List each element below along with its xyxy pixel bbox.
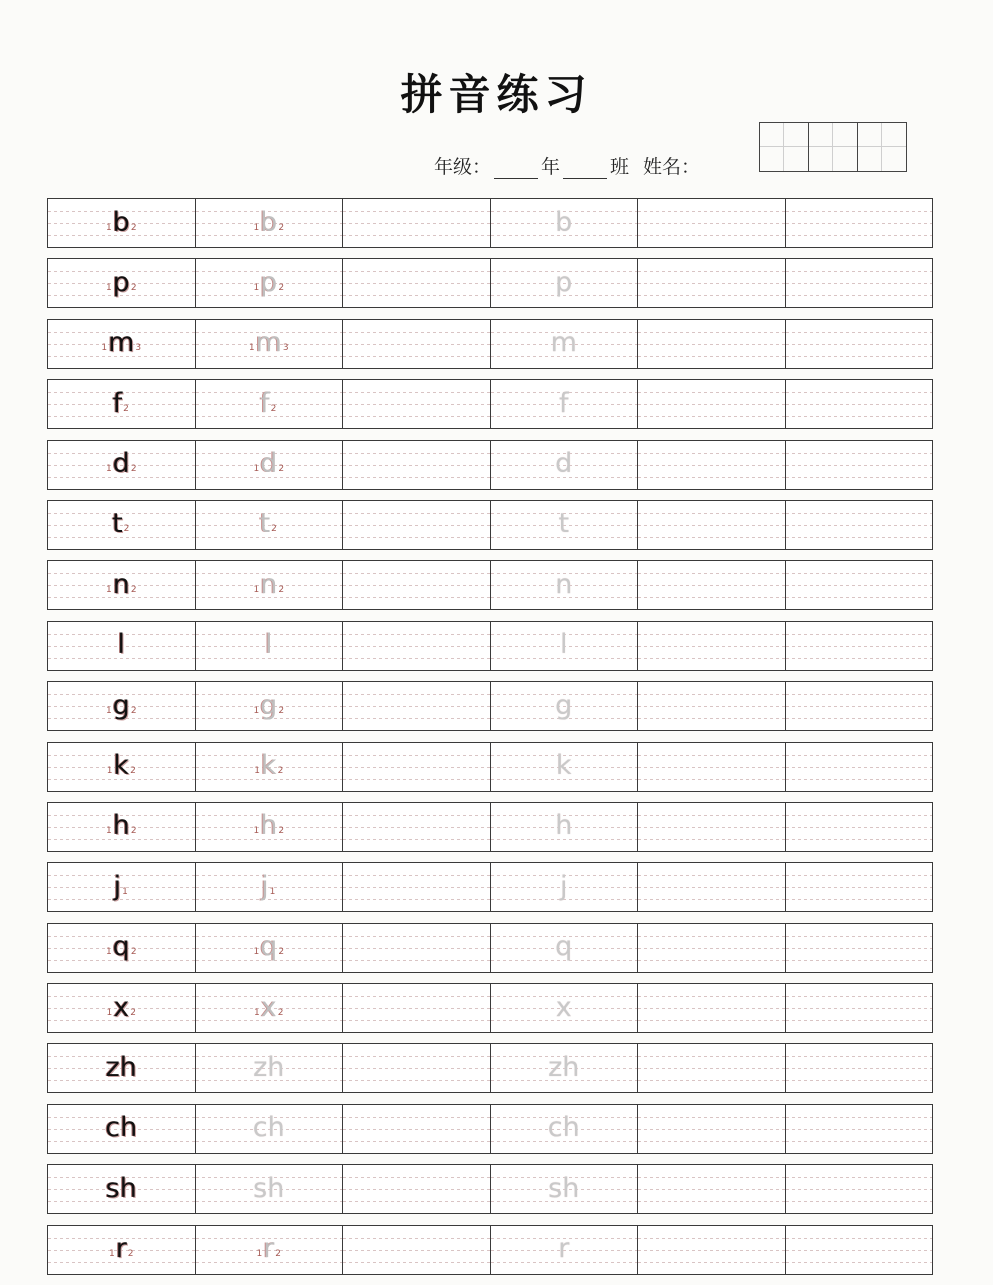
model-cell[interactable] <box>48 259 196 307</box>
blank-writing-cell[interactable] <box>786 501 933 549</box>
stroke-order-number: 1 <box>122 886 128 897</box>
pinyin-letter: j <box>559 870 568 902</box>
stroke-order-number: 1 <box>106 766 113 777</box>
stroke-order-number: 1 <box>101 343 108 354</box>
letter-glyph <box>252 568 285 600</box>
stroke-order-number: 2 <box>278 826 285 837</box>
trace-cell[interactable] <box>491 622 639 670</box>
model-cell[interactable] <box>48 1165 196 1213</box>
pinyin-letter: zh <box>105 1051 137 1083</box>
model-cell[interactable] <box>48 622 196 670</box>
pinyin-letter: p <box>555 266 573 298</box>
blank-writing-cell[interactable] <box>343 863 491 911</box>
pinyin-letter: t <box>259 508 271 540</box>
letter-glyph <box>252 689 285 721</box>
blank-writing-cell[interactable] <box>638 1044 786 1092</box>
blank-writing-cell[interactable] <box>638 863 786 911</box>
pinyin-letter: q <box>112 931 130 963</box>
letter-glyph <box>252 1112 285 1144</box>
letter-glyph <box>100 327 142 359</box>
letter-glyph <box>261 870 276 902</box>
letter-glyph <box>555 931 573 963</box>
blank-writing-cell[interactable] <box>638 199 786 247</box>
stroke-order-number: 2 <box>130 947 137 958</box>
letter-glyph <box>105 1112 138 1144</box>
stroke-order-number: 1 <box>253 222 260 233</box>
blank-writing-cell[interactable] <box>343 259 491 307</box>
pinyin-letter: d <box>260 448 278 480</box>
blank-writing-cell[interactable] <box>638 561 786 609</box>
pinyin-letter: j <box>261 870 269 902</box>
pinyin-letter: sh <box>105 1172 137 1204</box>
letter-glyph <box>253 991 284 1023</box>
pinyin-letter: g <box>112 689 130 721</box>
letter-glyph <box>558 508 570 540</box>
stroke-order-number: 2 <box>277 766 284 777</box>
letter-glyph <box>264 629 273 661</box>
letter-glyph <box>555 448 573 480</box>
pinyin-letter: b <box>555 206 573 238</box>
trace-cell[interactable] <box>491 1226 639 1274</box>
blank-writing-cell[interactable] <box>638 1226 786 1274</box>
letter-glyph <box>113 870 129 902</box>
blank-writing-cell[interactable] <box>343 1165 491 1213</box>
blank-writing-cell[interactable] <box>343 803 491 851</box>
model-cell[interactable] <box>48 501 196 549</box>
pinyin-letter: k <box>555 750 572 782</box>
pinyin-letter: f <box>260 387 270 419</box>
blank-writing-cell[interactable] <box>786 863 933 911</box>
blank-writing-cell[interactable] <box>343 1105 491 1153</box>
trace-cell[interactable] <box>491 1105 639 1153</box>
trace-cell[interactable] <box>196 561 344 609</box>
model-cell[interactable] <box>48 199 196 247</box>
letter-glyph <box>260 387 277 419</box>
letter-glyph <box>555 206 573 238</box>
letter-glyph <box>555 266 573 298</box>
pinyin-letter: t <box>112 508 123 540</box>
trace-cell[interactable] <box>491 984 639 1032</box>
letter-glyph <box>105 810 138 842</box>
letter-glyph <box>106 750 137 782</box>
blank-writing-cell[interactable] <box>638 501 786 549</box>
pinyin-letter: q <box>260 931 278 963</box>
trace-cell[interactable] <box>196 622 344 670</box>
practice-row-ch <box>47 1104 933 1154</box>
trace-cell[interactable] <box>491 682 639 730</box>
practice-grid <box>47 198 933 1285</box>
stroke-order-number: 1 <box>253 947 260 958</box>
trace-cell[interactable] <box>196 924 344 972</box>
stroke-order-number: 1 <box>105 584 112 595</box>
stroke-order-number: 2 <box>278 584 285 595</box>
pinyin-letter: zh <box>253 1051 285 1083</box>
trace-cell[interactable] <box>491 743 639 791</box>
blank-writing-cell[interactable] <box>786 622 933 670</box>
letter-glyph <box>252 266 285 298</box>
letter-glyph <box>550 327 577 359</box>
model-cell[interactable] <box>48 984 196 1032</box>
trace-cell[interactable] <box>491 199 639 247</box>
stroke-order-number: 2 <box>130 1007 136 1018</box>
trace-cell[interactable] <box>196 803 344 851</box>
model-cell[interactable] <box>48 803 196 851</box>
blank-writing-cell[interactable] <box>343 924 491 972</box>
pinyin-letter: g <box>555 689 573 721</box>
blank-writing-cell[interactable] <box>343 1226 491 1274</box>
pinyin-letter: h <box>260 810 278 842</box>
blank-writing-cell[interactable] <box>638 259 786 307</box>
stroke-order-number: 1 <box>105 464 112 475</box>
letter-glyph <box>105 1051 137 1083</box>
practice-row-t <box>47 500 933 550</box>
trace-cell[interactable] <box>196 320 344 368</box>
stroke-order-number: 3 <box>282 343 289 354</box>
pinyin-letter: k <box>260 750 277 782</box>
model-cell[interactable] <box>48 380 196 428</box>
blank-writing-cell[interactable] <box>343 441 491 489</box>
letter-glyph <box>117 629 125 661</box>
stroke-order-number: 2 <box>123 403 129 414</box>
pinyin-letter: ch <box>547 1112 580 1144</box>
letter-glyph <box>255 1233 282 1265</box>
name-box[interactable] <box>809 123 858 171</box>
trace-cell[interactable] <box>491 1165 639 1213</box>
stroke-order-number: 1 <box>256 1249 263 1260</box>
letter-glyph <box>555 689 573 721</box>
pinyin-letter: p <box>260 266 278 298</box>
trace-cell[interactable] <box>196 984 344 1032</box>
blank-writing-cell[interactable] <box>638 320 786 368</box>
blank-writing-cell[interactable] <box>638 1105 786 1153</box>
trace-cell[interactable] <box>196 441 344 489</box>
trace-cell[interactable] <box>491 441 639 489</box>
blank-writing-cell[interactable] <box>786 1044 933 1092</box>
letter-glyph <box>105 448 138 480</box>
blank-writing-cell[interactable] <box>343 199 491 247</box>
pinyin-letter: q <box>555 931 573 963</box>
blank-writing-cell[interactable] <box>786 441 933 489</box>
model-cell[interactable] <box>48 1105 196 1153</box>
blank-writing-cell[interactable] <box>343 561 491 609</box>
practice-row-x <box>47 983 933 1033</box>
letter-glyph <box>559 629 568 661</box>
blank-writing-cell[interactable] <box>638 924 786 972</box>
stroke-order-number: 2 <box>278 222 285 233</box>
practice-row-l <box>47 621 933 671</box>
practice-row-p <box>47 258 933 308</box>
blank-writing-cell[interactable] <box>343 743 491 791</box>
blank-writing-cell[interactable] <box>786 924 933 972</box>
grade-label: 年级： <box>434 156 492 178</box>
blank-writing-cell[interactable] <box>786 743 933 791</box>
letter-glyph <box>105 206 138 238</box>
blank-writing-cell[interactable] <box>786 1105 933 1153</box>
letter-glyph <box>547 1112 580 1144</box>
model-cell[interactable] <box>48 561 196 609</box>
letter-glyph <box>108 1233 135 1265</box>
letter-glyph <box>548 1172 580 1204</box>
trace-cell[interactable] <box>491 1044 639 1092</box>
practice-row-d <box>47 440 933 490</box>
pinyin-letter: n <box>555 568 573 600</box>
trace-cell[interactable] <box>491 924 639 972</box>
pinyin-letter: r <box>115 1233 127 1265</box>
pinyin-letter: f <box>112 387 123 419</box>
stroke-order-number: 1 <box>108 1249 115 1260</box>
blank-writing-cell[interactable] <box>343 501 491 549</box>
practice-row-r <box>47 1225 933 1275</box>
trace-cell[interactable] <box>491 380 639 428</box>
page-title: 拼音练习 <box>400 70 593 119</box>
model-cell[interactable] <box>48 320 196 368</box>
stroke-order-number: 2 <box>130 222 137 233</box>
stroke-order-number: 2 <box>278 705 285 716</box>
blank-writing-cell[interactable] <box>638 682 786 730</box>
blank-writing-cell[interactable] <box>343 320 491 368</box>
letter-glyph <box>555 810 573 842</box>
letter-glyph <box>559 870 568 902</box>
blank-writing-cell[interactable] <box>786 682 933 730</box>
class-suffix: 班 <box>610 156 630 178</box>
pinyin-letter: t <box>558 508 570 540</box>
blank-writing-cell[interactable] <box>638 380 786 428</box>
stroke-order-number: 2 <box>275 1249 282 1260</box>
blank-writing-cell[interactable] <box>638 984 786 1032</box>
pinyin-letter: n <box>260 568 278 600</box>
stroke-order-number: 2 <box>277 1007 284 1018</box>
letter-glyph <box>253 750 284 782</box>
letter-glyph <box>252 448 285 480</box>
practice-row-q <box>47 923 933 973</box>
trace-cell[interactable] <box>196 1165 344 1213</box>
pinyin-letter: j <box>113 870 122 902</box>
stroke-order-number: 1 <box>105 705 112 716</box>
letter-glyph <box>555 750 572 782</box>
stroke-order-number: 2 <box>123 524 130 535</box>
trace-cell[interactable] <box>491 803 639 851</box>
pinyin-letter: sh <box>548 1172 580 1204</box>
letter-glyph <box>105 689 138 721</box>
practice-row-j <box>47 862 933 912</box>
letter-glyph <box>558 387 569 419</box>
stroke-order-number: 1 <box>269 886 276 897</box>
pinyin-letter: r <box>263 1233 275 1265</box>
blank-writing-cell[interactable] <box>786 984 933 1032</box>
practice-row-g <box>47 681 933 731</box>
pinyin-letter: x <box>260 991 277 1023</box>
pinyin-letter: l <box>117 629 125 661</box>
stroke-order-number: 1 <box>105 222 112 233</box>
practice-row-zh <box>47 1043 933 1093</box>
letter-glyph <box>248 327 290 359</box>
trace-cell[interactable] <box>196 501 344 549</box>
pinyin-letter: x <box>113 991 130 1023</box>
letter-glyph <box>252 810 285 842</box>
blank-writing-cell[interactable] <box>786 1226 933 1274</box>
letter-glyph <box>555 568 573 600</box>
stroke-order-number: 2 <box>127 1249 134 1260</box>
practice-row-f <box>47 379 933 429</box>
blank-writing-cell[interactable] <box>638 803 786 851</box>
letter-glyph <box>252 931 285 963</box>
pinyin-letter: f <box>558 387 569 419</box>
pinyin-letter: h <box>112 810 130 842</box>
trace-cell[interactable] <box>196 682 344 730</box>
trace-cell[interactable] <box>196 259 344 307</box>
letter-glyph <box>105 266 138 298</box>
grade-year-blank[interactable] <box>494 160 538 179</box>
trace-cell[interactable] <box>196 1226 344 1274</box>
stroke-order-number: 2 <box>270 403 277 414</box>
blank-writing-cell[interactable] <box>343 984 491 1032</box>
stroke-order-number: 2 <box>130 584 137 595</box>
blank-writing-cell[interactable] <box>786 320 933 368</box>
pinyin-letter: x <box>555 991 572 1023</box>
stroke-order-number: 1 <box>105 947 112 958</box>
pinyin-letter: r <box>558 1233 570 1265</box>
stroke-order-number: 2 <box>130 282 137 293</box>
pinyin-letter: l <box>264 629 273 661</box>
letter-glyph <box>548 1051 580 1083</box>
stroke-order-number: 2 <box>278 282 285 293</box>
blank-writing-cell[interactable] <box>786 561 933 609</box>
stroke-order-number: 2 <box>130 705 137 716</box>
model-cell[interactable] <box>48 863 196 911</box>
pinyin-letter: ch <box>252 1112 285 1144</box>
stroke-order-number: 1 <box>254 766 260 777</box>
stroke-order-number: 2 <box>278 947 285 958</box>
letter-glyph <box>259 508 278 540</box>
blank-writing-cell[interactable] <box>786 380 933 428</box>
trace-cell[interactable] <box>491 863 639 911</box>
stroke-order-number: 2 <box>130 766 136 777</box>
student-info <box>434 152 700 179</box>
trace-cell[interactable] <box>491 561 639 609</box>
model-cell[interactable] <box>48 924 196 972</box>
blank-writing-cell[interactable] <box>638 1165 786 1213</box>
blank-writing-cell[interactable] <box>638 743 786 791</box>
name-writing-boxes <box>759 122 907 172</box>
pinyin-letter: h <box>555 810 573 842</box>
pinyin-letter: k <box>113 750 130 782</box>
pinyin-letter: sh <box>253 1172 285 1204</box>
letter-glyph <box>252 206 285 238</box>
letter-glyph <box>112 508 130 540</box>
grade-class-blank[interactable] <box>563 160 607 179</box>
pinyin-letter: zh <box>548 1051 580 1083</box>
model-cell[interactable] <box>48 1044 196 1092</box>
stroke-order-number: 1 <box>253 282 260 293</box>
stroke-order-number: 1 <box>106 1007 113 1018</box>
stroke-order-number: 3 <box>135 343 142 354</box>
practice-row-k <box>47 742 933 792</box>
blank-writing-cell[interactable] <box>786 259 933 307</box>
pinyin-letter: d <box>112 448 130 480</box>
practice-row-b <box>47 198 933 248</box>
practice-row-m <box>47 319 933 369</box>
stroke-order-number: 1 <box>105 282 112 293</box>
blank-writing-cell[interactable] <box>786 199 933 247</box>
pinyin-letter: g <box>260 689 278 721</box>
letter-glyph <box>253 1172 285 1204</box>
trace-cell[interactable] <box>491 259 639 307</box>
pinyin-letter: m <box>255 327 282 359</box>
pinyin-letter: ch <box>105 1112 138 1144</box>
trace-cell[interactable] <box>196 380 344 428</box>
stroke-order-number: 2 <box>278 464 285 475</box>
letter-glyph <box>555 991 572 1023</box>
blank-writing-cell[interactable] <box>343 622 491 670</box>
blank-writing-cell[interactable] <box>343 1044 491 1092</box>
trace-cell[interactable] <box>491 501 639 549</box>
trace-cell[interactable] <box>196 743 344 791</box>
blank-writing-cell[interactable] <box>343 682 491 730</box>
stroke-order-number: 1 <box>105 826 112 837</box>
stroke-order-number: 2 <box>130 464 137 475</box>
pinyin-letter: m <box>108 327 135 359</box>
pinyin-letter: b <box>112 206 130 238</box>
trace-cell[interactable] <box>491 320 639 368</box>
letter-glyph <box>253 1051 285 1083</box>
stroke-order-number: 1 <box>253 464 260 475</box>
stroke-order-number: 1 <box>253 826 260 837</box>
stroke-order-number: 2 <box>130 826 137 837</box>
model-cell[interactable] <box>48 682 196 730</box>
blank-writing-cell[interactable] <box>786 1165 933 1213</box>
stroke-order-number: 1 <box>248 343 255 354</box>
letter-glyph <box>105 1172 137 1204</box>
pinyin-letter: d <box>555 448 573 480</box>
pinyin-letter: b <box>260 206 278 238</box>
letter-glyph <box>106 991 137 1023</box>
stroke-order-number: 1 <box>253 705 260 716</box>
trace-cell[interactable] <box>196 1044 344 1092</box>
blank-writing-cell[interactable] <box>638 441 786 489</box>
letter-glyph <box>112 387 130 419</box>
pinyin-letter: l <box>559 629 568 661</box>
blank-writing-cell[interactable] <box>343 380 491 428</box>
pinyin-letter: m <box>550 327 577 359</box>
practice-row-n <box>47 560 933 610</box>
model-cell[interactable] <box>48 743 196 791</box>
model-cell[interactable] <box>48 441 196 489</box>
model-cell[interactable] <box>48 1226 196 1274</box>
trace-cell[interactable] <box>196 1105 344 1153</box>
stroke-order-number: 1 <box>253 584 260 595</box>
trace-cell[interactable] <box>196 863 344 911</box>
pinyin-letter: n <box>112 568 130 600</box>
year-suffix: 年 <box>541 156 561 178</box>
practice-row-h <box>47 802 933 852</box>
name-box[interactable] <box>760 123 809 171</box>
pinyin-letter: p <box>112 266 130 298</box>
name-box[interactable] <box>858 123 906 171</box>
stroke-order-number: 2 <box>271 524 277 535</box>
letter-glyph <box>558 1233 570 1265</box>
stroke-order-number: 1 <box>254 1007 260 1018</box>
name-label: 姓名： <box>643 156 701 178</box>
practice-row-sh <box>47 1164 933 1214</box>
blank-writing-cell[interactable] <box>638 622 786 670</box>
blank-writing-cell[interactable] <box>786 803 933 851</box>
letter-glyph <box>105 568 138 600</box>
trace-cell[interactable] <box>196 199 344 247</box>
letter-glyph <box>105 931 138 963</box>
